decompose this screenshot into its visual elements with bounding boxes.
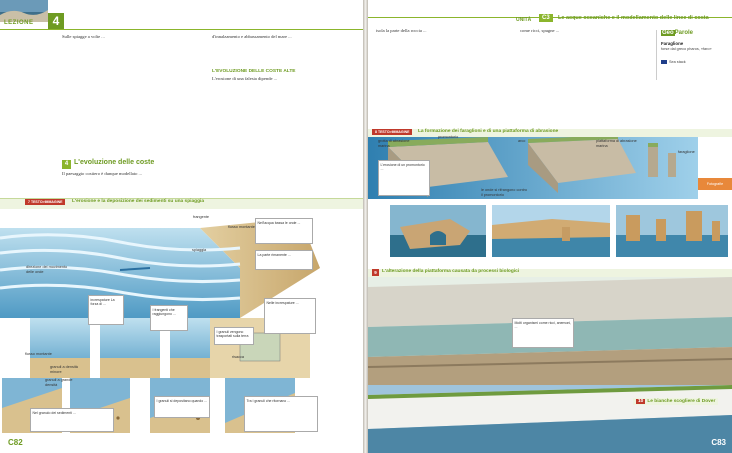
figure8-title: La formazione dei faraglioni e di una piattaforma di abrasione [418, 129, 559, 134]
label-frangente: frangente [193, 215, 210, 219]
left-col1-text-b: Il paesaggio costiero è dunque modellato ... [62, 171, 142, 176]
section-number: 4 [62, 160, 71, 169]
section-title: L'evoluzione delle coste [74, 159, 155, 166]
figure10-caption: 10 Le bianche scogliere di Dover [633, 398, 718, 405]
page-number-right: C83 [711, 438, 726, 447]
left-col2-text: d'innalzamento e abbassamento del mare ... [212, 34, 292, 39]
geo-parole-box [656, 30, 727, 80]
label-granuli-grande: granuli a grande densità [45, 378, 73, 387]
label-promontorio: promontorio [438, 135, 459, 139]
fig8-box-left: L'erosione di un promontorio ... [378, 160, 430, 196]
lesson-label: LEZIONE [4, 20, 34, 26]
header-rule [0, 29, 363, 30]
fig7-box5: I granuli vengono trasportati sulla terra [214, 327, 254, 345]
label-grotta: grotta di abrasione marina [378, 139, 410, 148]
figure9-title: L'alterazione della piattaforma causata da processi biologici [382, 269, 520, 274]
photo-stacks [616, 205, 728, 257]
fig7-box2: La parte rimanente ... [255, 250, 313, 270]
label-spiaggia: spiaggia [192, 248, 207, 252]
side-heading: L'EVOLUZIONE DELLE COSTE ALTE [212, 69, 296, 74]
geo-english: Sea stack [661, 60, 686, 64]
fig8-box-center: le onde si rifrangono contro il promontorio [481, 188, 528, 197]
fig7-box4: I frangenti che raggiungono ... [150, 305, 188, 331]
photo-dover [368, 385, 732, 453]
lesson-number: 4 [48, 13, 64, 29]
left-col1-text: Sulle spiagge a volte ... [62, 34, 105, 39]
figure7-tag: 7 TESTO>IMMAGINE [25, 199, 65, 205]
page-number-left: C82 [8, 438, 23, 447]
fig7-box8: I granuli si depositano quando ... [154, 396, 210, 418]
right-page [368, 0, 732, 453]
figure7-title: L'erosione e la deposizione dei sedimenti su una spiaggia [72, 199, 205, 204]
fig7-box7: Nel granulo dei sedimenti ... [30, 408, 114, 432]
fig9-box: Molti organismi come ricci, anemoni, ... [512, 318, 574, 348]
left-col2-text-b: L'erosione di una falesia dipende ... [212, 76, 278, 81]
fig7-box1: Nell'acqua bassa le onde ... [255, 218, 313, 244]
left-page [0, 0, 363, 453]
figure9-number: 9 [372, 269, 379, 276]
fig7-box3: increspature La forza di ... [88, 295, 124, 325]
header-photo [0, 0, 48, 22]
right-col1-text: isola la parte della roccia ... [376, 28, 427, 33]
label-faraglione: faraglione [678, 150, 695, 154]
right-col2-text: come ricci, spugne ... [520, 28, 560, 33]
geo-definition: forse dal greco pharos, «faro» [661, 47, 712, 51]
label-flusso-montante-2: flusso montante [25, 352, 52, 356]
fig7-box6: Nelle increspature ... [264, 298, 316, 334]
label-granuli-minore: granuli a densità minore [50, 365, 78, 374]
fig7-box9: Tra i granuli che ritornano ... [244, 396, 318, 432]
unit-code: C3 [539, 14, 553, 22]
label-risacca: risacca [232, 355, 245, 359]
fig8-right-tab: Fotografie [698, 178, 732, 190]
geo-term: Faraglione [661, 41, 684, 46]
label-piattaforma: piattaforma di abrasione marina [596, 139, 637, 148]
photo-cliffs [492, 205, 610, 257]
label-arco: arco [518, 139, 526, 143]
geo-parole-title: GeoParole [662, 30, 694, 36]
label-direzione: direzione del movimento delle onde [26, 265, 68, 274]
unit-label: UNITÀ [516, 17, 532, 23]
figure8-tag: 8 TESTO>IMMAGINE [372, 129, 412, 135]
photo-arch [390, 205, 486, 257]
unit-title: Le acque oceaniche e il modellamento delle linee di costa [558, 15, 709, 21]
label-flusso-montante: flusso montante [228, 225, 255, 229]
uk-flag-icon [661, 60, 667, 64]
